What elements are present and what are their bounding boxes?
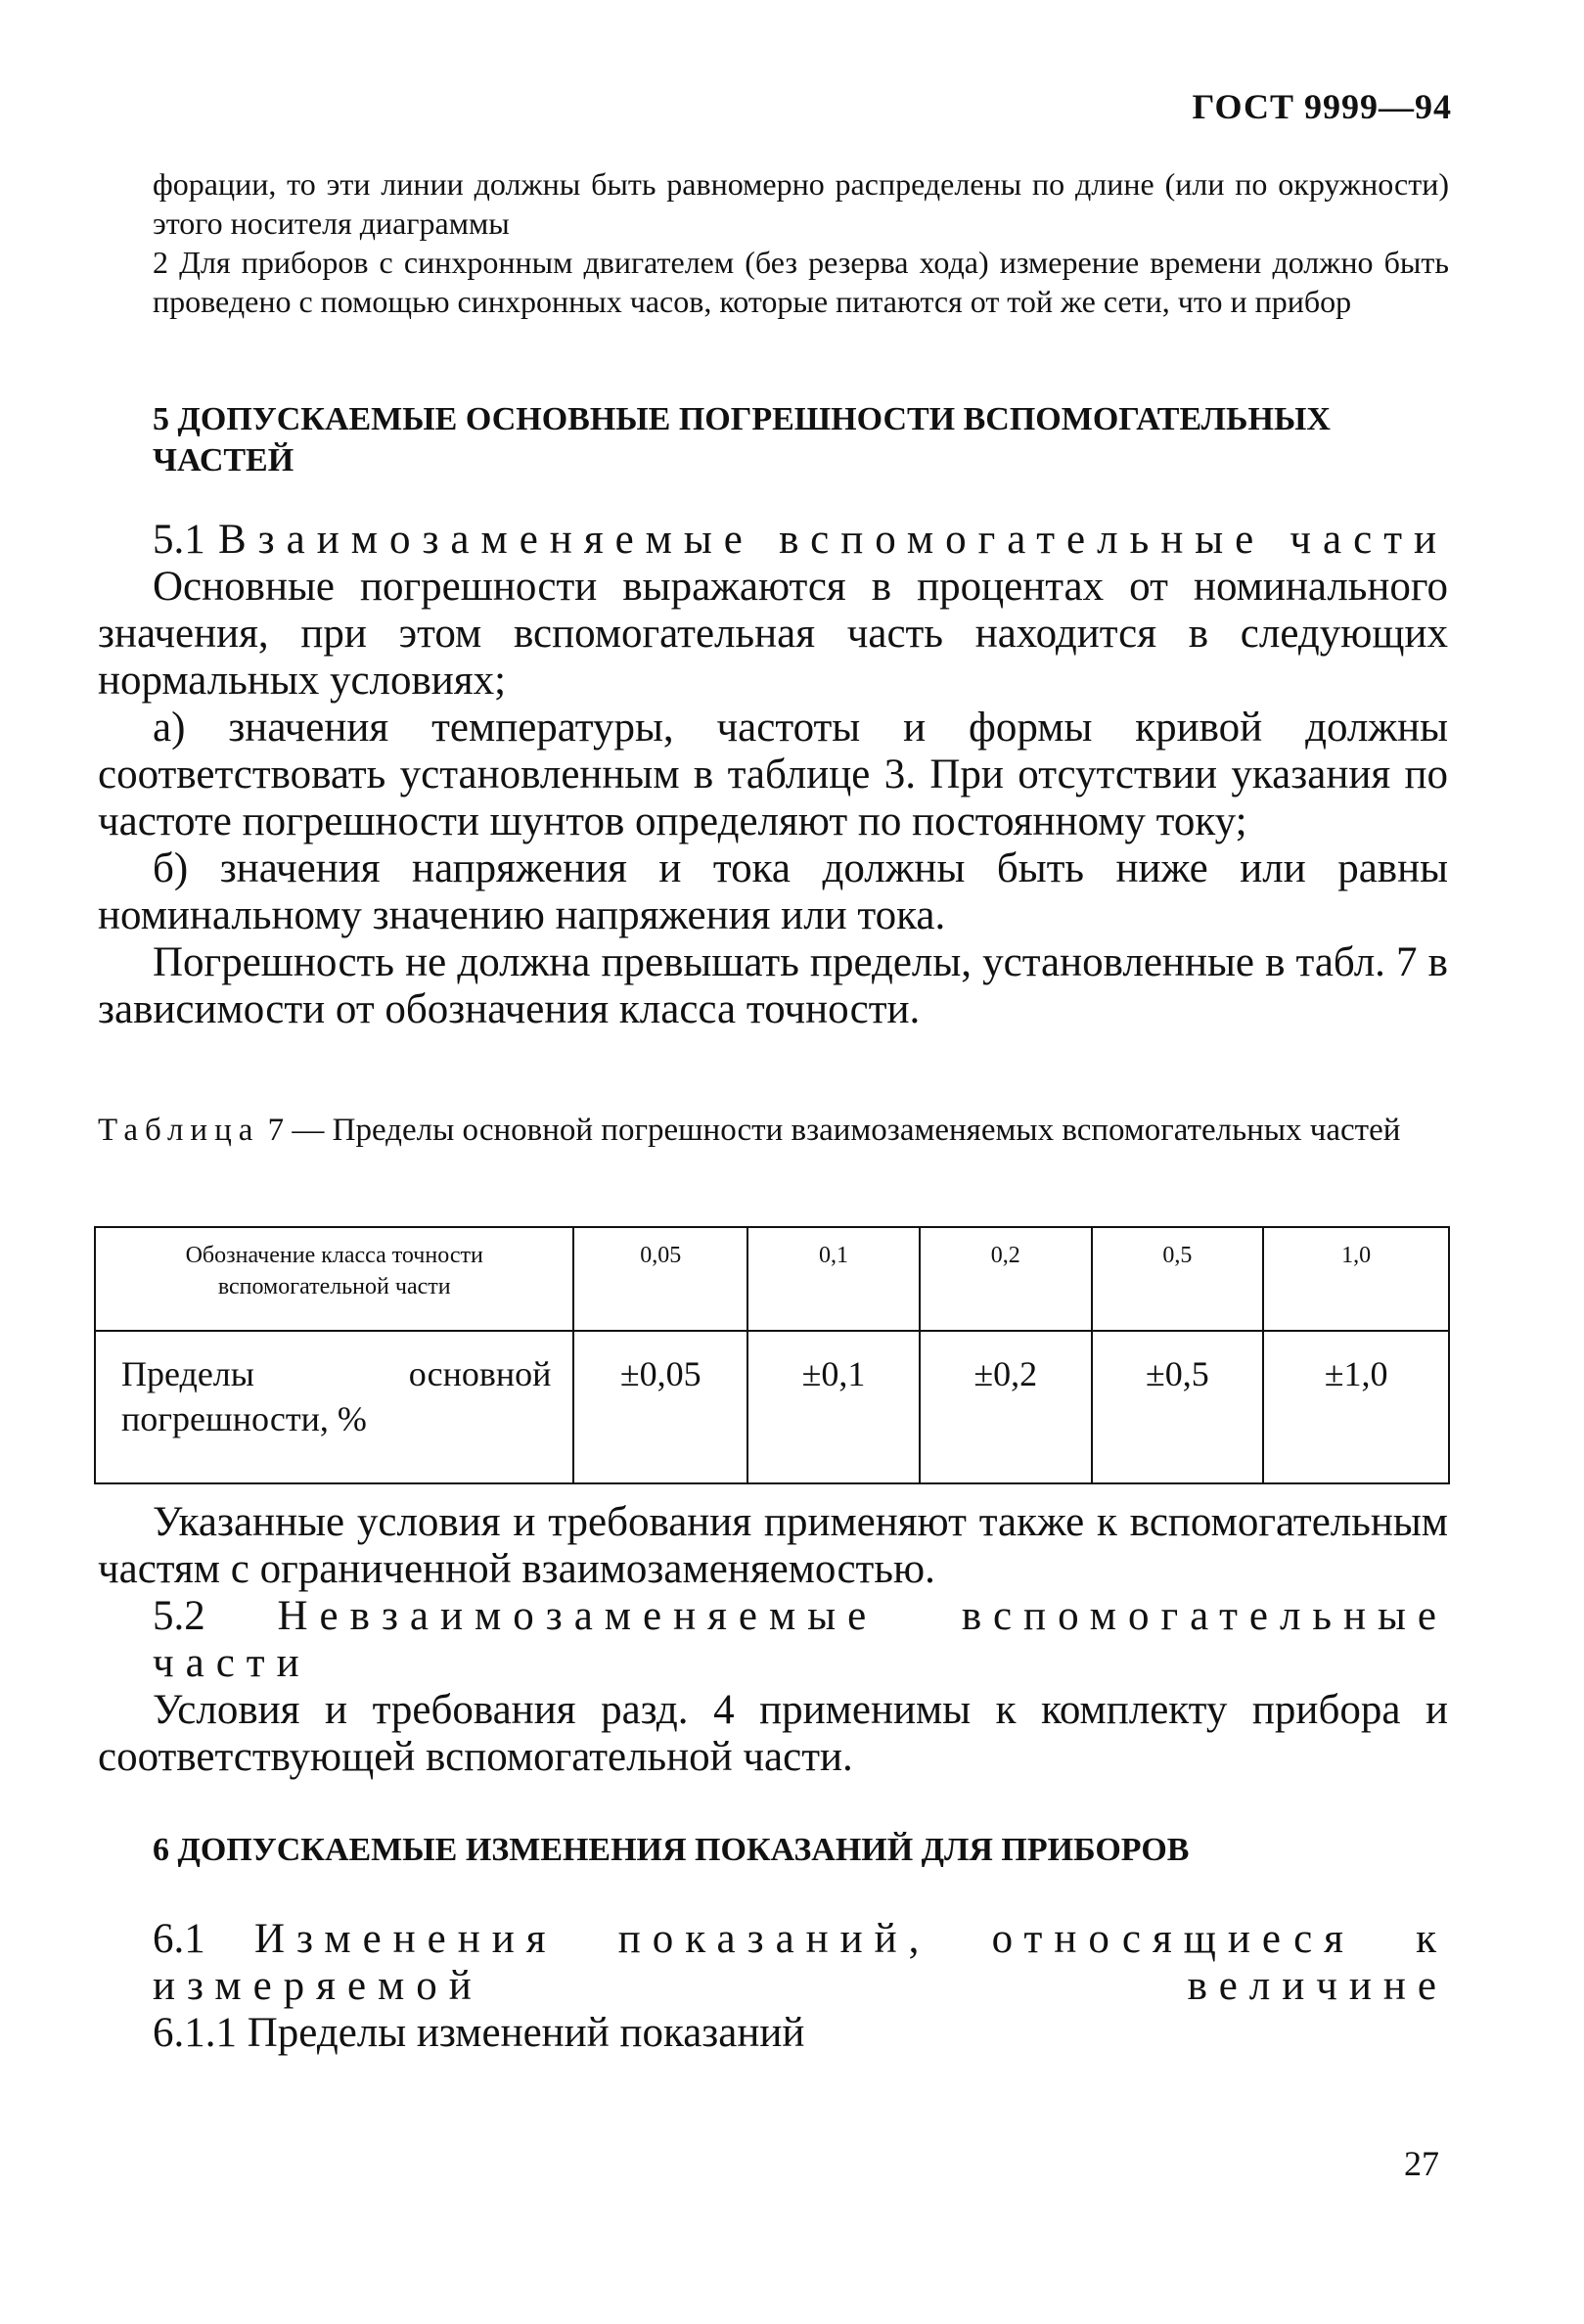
limit-cell: ±0,1: [747, 1331, 920, 1483]
table-7: [94, 1226, 1450, 1484]
limit-cell: ±1,0: [1263, 1331, 1449, 1483]
paragraph-b: б) значения напряжения и тока должны быть ниже или равны номинальному значению напряжения или тока.: [98, 845, 1448, 938]
subsection-6-1-1: 6.1.1 Пределы изменений показаний: [153, 2010, 805, 2056]
note-2: 2 Для приборов с синхронным двигателем (без резерва хода) измерение времени должно быть проведено с помощью синхронных часов, которые питаются от той же сети, что и прибор: [153, 245, 1449, 319]
subsection-5-2-number: 5.2: [153, 1593, 205, 1639]
page-number: 27: [1404, 2144, 1439, 2183]
subsection-5-2-title: [153, 1593, 1448, 1687]
subsection-5-1-title: [153, 517, 1448, 564]
section-6-body: [98, 1916, 1448, 2057]
paragraph-limited-interchangeability: Указанные условия и требования применяют также к вспомогательным частям с ограниченной взаимозаменяемостью.: [98, 1499, 1448, 1592]
table-7-caption-text: 7 — Пределы основной погрешности взаимозаменяемых вспомогательных частей: [259, 1113, 1401, 1148]
document-id-header: ГОСТ 9999—94: [1192, 87, 1452, 126]
table-row: [95, 1227, 1449, 1331]
table-7-caption: [98, 1109, 1448, 1153]
subsection-6-1-title: [153, 1916, 1448, 2010]
table-row: [95, 1331, 1449, 1483]
after-table-body: [98, 1499, 1448, 1781]
note-1-continuation: форации, то эти линии должны быть равномерно распределены по длине (или по окружности) этого носителя диаграммы: [153, 166, 1449, 241]
header-cell-class: 0,05: [573, 1227, 747, 1331]
subsection-5-1-name: Взаимозаменяемые вспомогательные части: [217, 517, 1448, 563]
subsection-5-1-number: 5.1: [153, 517, 205, 563]
table-7-caption-word: Таблица: [98, 1113, 260, 1148]
section-6-heading: 6 ДОПУСКАЕМЫЕ ИЗМЕНЕНИЯ ПОКАЗАНИЙ ДЛЯ ПРИБОРОВ: [153, 1832, 1190, 1868]
header-cell-class: 1,0: [1263, 1227, 1449, 1331]
paragraph-section4-applicability: Условия и требования разд. 4 применимы к комплекту прибора и соответствующей вспомогательной части.: [98, 1687, 1448, 1780]
paragraph-error-limit: Погрешность не должна превышать пределы, установленные в табл. 7 в зависимости от обозначения класса точности.: [98, 939, 1448, 1032]
header-cell-class: 0,2: [920, 1227, 1092, 1331]
paragraph-a: а) значения температуры, частоты и формы кривой должны соответствовать установленным в таблице 3. При отсутствии указания по частоте погрешности шунтов определяют по постоянному току;: [98, 705, 1448, 844]
note-continuation: [153, 164, 1449, 321]
header-cell-class: 0,1: [747, 1227, 920, 1331]
header-cell-class: 0,5: [1092, 1227, 1264, 1331]
section-5-heading: 5 ДОПУСКАЕМЫЕ ОСНОВНЫЕ ПОГРЕШНОСТИ ВСПОМОГАТЕЛЬНЫХ ЧАСТЕЙ: [153, 401, 1331, 478]
subsection-5-2-name: Невзаимозаменяемые вспомогательные части: [153, 1593, 1448, 1686]
section-5-body: [98, 517, 1448, 1033]
subsection-6-1-number: 6.1: [153, 1916, 205, 1962]
paragraph-conditions: Основные погрешности выражаются в процентах от номинального значения, при этом вспомогательная часть находится в следующих нормальных условиях;: [98, 564, 1448, 704]
subsection-6-1-name: Изменения показаний, относящиеся к измеряемой величине: [153, 1916, 1449, 2009]
row-label-cell: Пределы основной погрешности, %: [95, 1331, 573, 1483]
limit-cell: ±0,2: [920, 1331, 1092, 1483]
limit-cell: ±0,05: [573, 1331, 747, 1483]
header-cell-class-label: Обозначение класса точности вспомогательной части: [95, 1227, 573, 1331]
limit-cell: ±0,5: [1092, 1331, 1264, 1483]
